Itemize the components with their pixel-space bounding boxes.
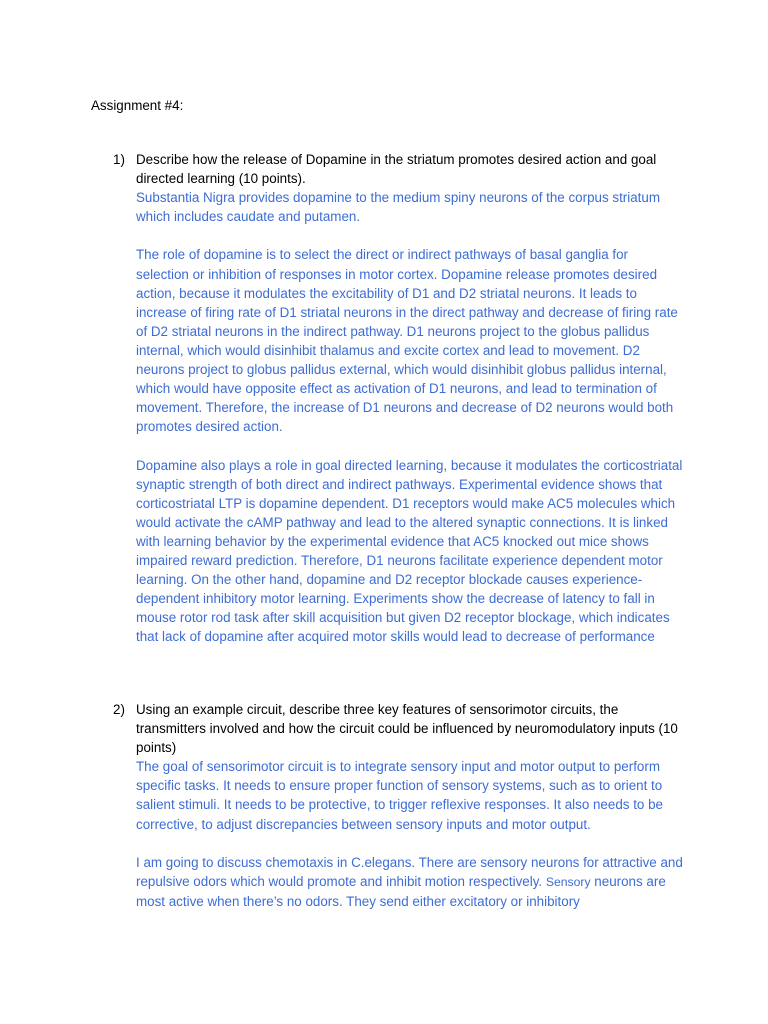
question-body	[136, 700, 683, 911]
question-1	[113, 150, 683, 646]
question-number: 2)	[113, 702, 125, 717]
answer-text-small: Sensory	[545, 874, 591, 889]
answer-text: I am going to discuss chemotaxis in C.elegans. There are sensory neurons for attractive and repulsive odors which would promote and inhibit motion respectively.	[136, 854, 683, 889]
question-prompt: Describe how the release of Dopamine in the striatum promotes desired action and goal directed learning (10 points).	[136, 152, 657, 187]
answer-paragraph: The role of dopamine is to select the direct or indirect pathways of basal ganglia for selection or inhibition of responses in motor cortex. Dopamine release promotes desired action, because it modulates the excitability of D1 and D2 striatal neurons. It leads to increase of firing rate of D1 striatal neurons in the direct pathway and decrease of firing rate of D2 striatal neurons in the indirect pathway. D1 neurons project to the globus pallidus internal, which would disinhibit thalamus and excite cortex and lead to movement. D2 neurons project to globus pallidus external, which would disinhibit globus pallidus internal, which would have opposite effect as activation of D1 neurons, and lead to termination of movement. Therefore, the increase of D1 neurons and decrease of D2 neurons would both promotes desired action.	[136, 247, 678, 435]
document-title: Assignment #4:	[91, 98, 184, 113]
question-prompt: Using an example circuit, describe three key features of sensorimotor circuits, the transmitters involved and how the circuit could be influenced by neuromodulatory inputs (10 points)	[136, 702, 678, 756]
question-2	[113, 700, 683, 911]
answer-paragraph: The goal of sensorimotor circuit is to integrate sensory input and motor output to perform specific tasks. It needs to ensure proper function of sensory systems, such as to orient to salient stimuli. It needs to be protective, to trigger reflexive responses. It also needs to be corrective, to adjust discrepancies between sensory inputs and motor output.	[136, 759, 663, 832]
answer-paragraph: Substantia Nigra provides dopamine to the medium spiny neurons of the corpus striatum which includes caudate and putamen.	[136, 190, 661, 225]
answer-paragraph	[136, 853, 683, 911]
question-number: 1)	[113, 152, 125, 167]
answer-text: neurons are most active when there’s no odors. They send either excitatory or inhibitory	[136, 873, 666, 909]
answer-paragraph: Dopamine also plays a role in goal directed learning, because it modulates the corticostriatal synaptic strength of both direct and indirect pathways. Experimental evidence shows that corticostriatal LTP is dopamine dependent. D1 receptors would make AC5 molecules which would activate the cAMP pathway and lead to the altered synaptic connections. It is linked with learning behavior by the experimental evidence that AC5 knocked out mice shows impaired reward prediction. Therefore, D1 neurons facilitate experience dependent motor learning. On the other hand, dopamine and D2 receptor blockade causes experience-dependent inhibitory motor learning. Experiments show the decrease of latency to fall in mouse rotor rod task after skill acquisition but given D2 receptor blockage, which indicates that lack of dopamine after acquired motor skills would lead to decrease of performance	[136, 457, 683, 645]
question-body	[136, 150, 683, 646]
